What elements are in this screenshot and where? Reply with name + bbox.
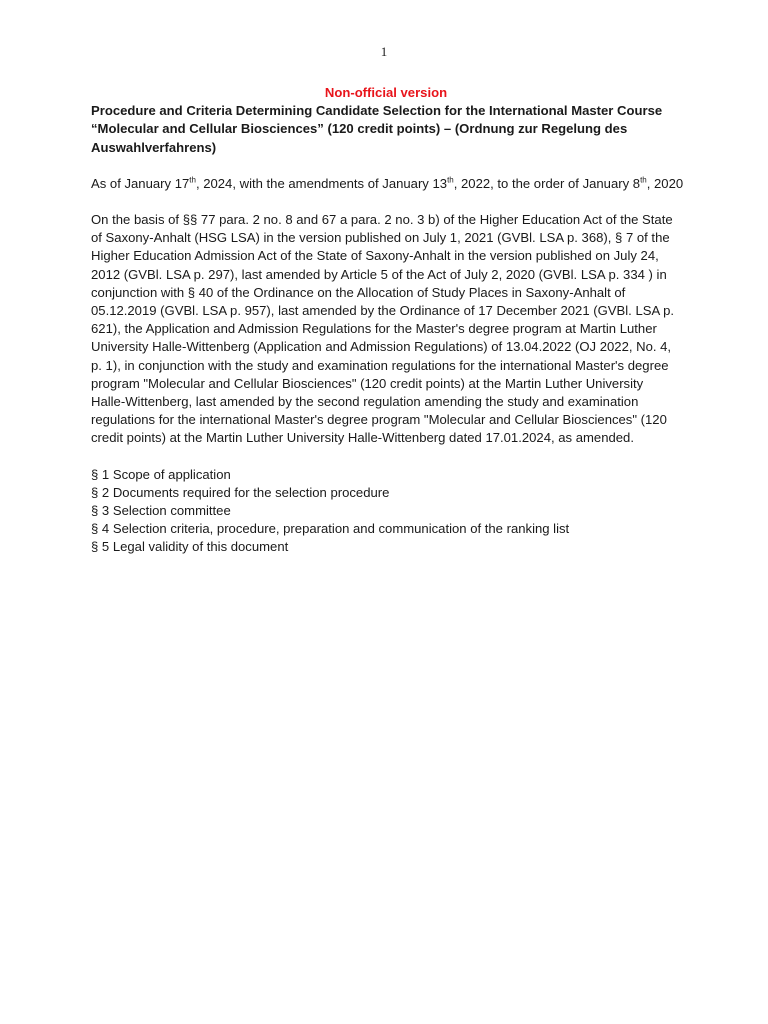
amendment-text-3: , 2022, to the order of January 8 — [453, 175, 641, 191]
toc-item: § 2 Documents required for the selection procedure — [91, 484, 390, 500]
non-official-notice: Non-official version — [324, 85, 448, 100]
toc-item: § 1 Scope of application — [91, 466, 231, 482]
page-number: 1 — [380, 44, 388, 59]
amendment-text-1: As of January 17 — [91, 175, 190, 191]
amendment-text-2: , 2024, with the amendments of January 13 — [195, 175, 448, 191]
toc-item: § 3 Selection committee — [91, 503, 231, 519]
document-title: Procedure and Criteria Determining Candidate Selection for the International Master Course “Molecular and Cellular Biosciences” (120 credit points) – (Ordnung zur Regelung des Auswahlverfahrens) — [91, 103, 663, 155]
toc-item: § 4 Selection criteria, procedure, preparation and communication of the ranking list — [91, 521, 570, 537]
document-body — [91, 84, 684, 557]
amendment-text-4: , 2020 — [646, 175, 684, 191]
ordinal-suffix-3: th — [640, 175, 647, 185]
toc-item: § 5 Legal validity of this document — [91, 539, 289, 555]
legal-basis-paragraph: On the basis of §§ 77 para. 2 no. 8 and 67 a para. 2 no. 3 b) of the Higher Education Act of the State of Saxony-Anhalt (HSG LSA) in the version published on July 1, 2021 (GVBl. LSA p. 368), § 7 of the Higher Education Admission Act of the State of Saxony-Anhalt in the version published on July 24, 2012 (GVBl. LSA p. 297), last amended by Article 5 of the Act of July 2, 2020 (GVBl. LSA p. 334 ) in conjunction with § 40 of the Ordinance on the Allocation of Study Places in Saxony-Anhalt of 05.12.2019 (GVBl. LSA p. 957), last amended by the Ordinance of 17 December 2021 (GVBl. LSA p. 621), the Application and Admission Regulations for the Master's degree program at Martin Luther University Halle-Wittenberg (Application and Admission Regulations) of 13.04.2022 (OJ 2022, No. 4, p. 1), in conjunction with the study and examination regulations for the international Master's degree program "Molecular and Cellular Biosciences" (120 credit points) at the Martin Luther University Halle-Wittenberg, last amended by the second regulation amending the study and examination regulations for the international Master's degree program "Molecular and Cellular Biosciences" (120 credit points) at the Martin Luther University Halle-Wittenberg dated 17.01.2024, as amended. — [91, 212, 675, 446]
ordinal-suffix-1: th — [189, 175, 196, 185]
ordinal-suffix-2: th — [447, 175, 454, 185]
amendment-line — [91, 175, 684, 193]
table-of-contents — [91, 466, 681, 557]
